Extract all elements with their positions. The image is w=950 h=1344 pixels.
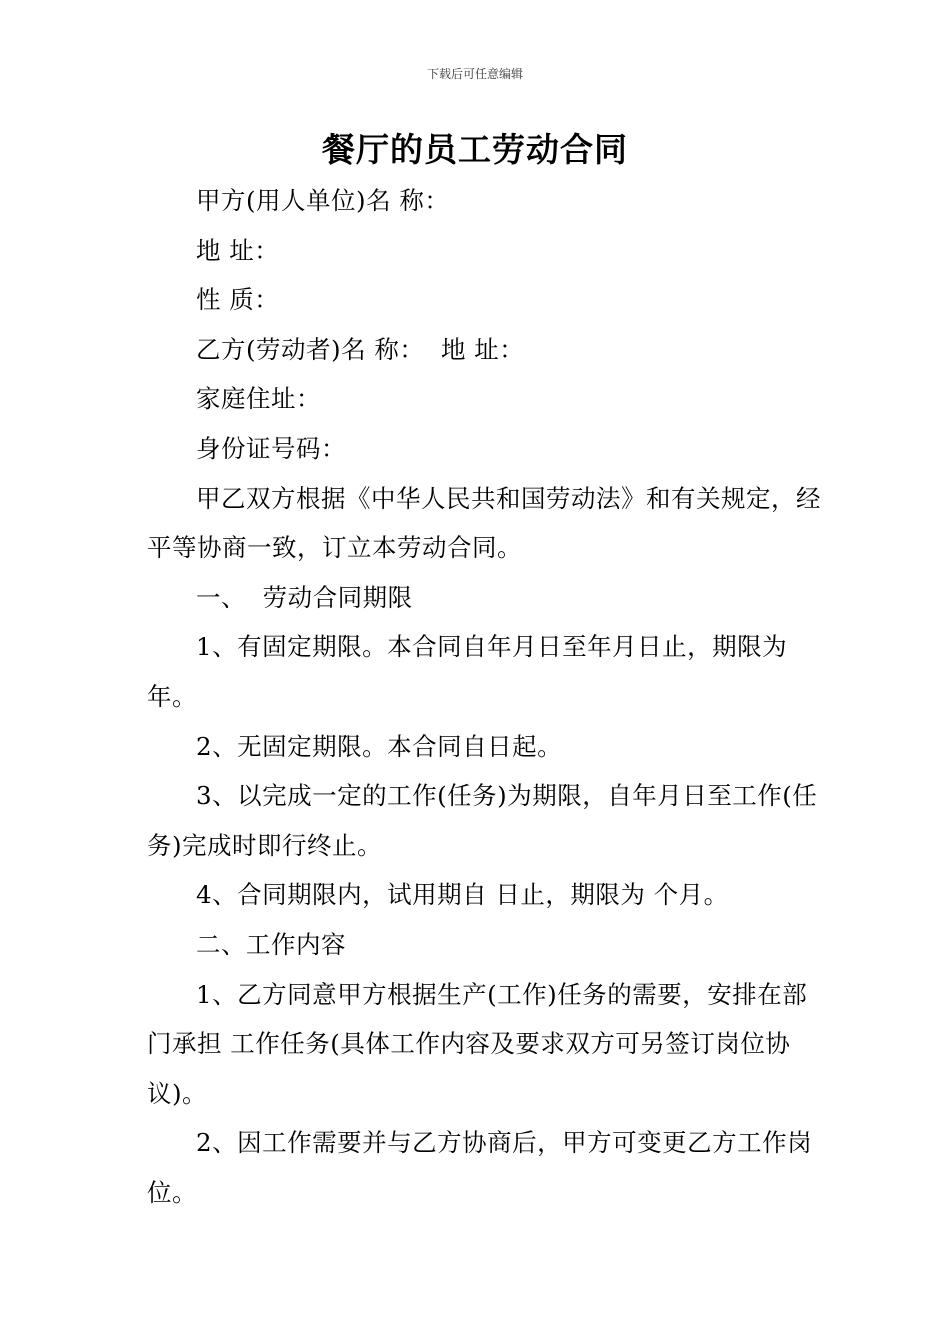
document-body <box>147 176 827 1217</box>
id-number-line: 身份证号码： <box>196 433 346 463</box>
home-address-line: 家庭住址： <box>196 384 321 414</box>
work-clause-1: 1、乙方同意甲方根据生产(工作)任务的需要，安排在部门承担 工作任务(具体工作内容及要求双方可另签订岗位协议)。 <box>147 979 808 1108</box>
preamble-paragraph: 甲乙双方根据《中华人民共和国劳动法》和有关规定，经平等协商一致，订立本劳动合同。 <box>147 483 821 563</box>
party-a-nature-line: 性 质： <box>196 285 280 315</box>
party-b-name-address-line: 乙方(劳动者)名 称： 地 址： <box>196 334 525 364</box>
work-clause-2: 2、因工作需要并与乙方协商后，甲方可变更乙方工作岗位。 <box>147 1128 813 1207</box>
party-a-address-line: 地 址： <box>196 235 280 265</box>
term-clause-4: 4、合同期限内，试用期自 日止，期限为 个月。 <box>196 880 729 910</box>
party-a-name-line: 甲方(用人单位)名 称： <box>196 186 450 215</box>
term-clause-1: 1、有固定期限。本合同自年月日至年月日止，期限为年。 <box>147 632 788 711</box>
term-clause-3: 3、以完成一定的工作(任务)为期限，自年月日至工作(任务)完成时即行终止。 <box>147 781 818 860</box>
term-clause-2: 2、无固定期限。本合同自日起。 <box>196 731 563 761</box>
section-heading-term: 一、 劳动合同期限 <box>196 582 413 612</box>
section-heading-work: 二、工作内容 <box>196 929 346 959</box>
header-note: 下载后可任意编辑 <box>426 67 523 81</box>
document-title: 餐厅的员工劳动合同 <box>322 130 628 169</box>
